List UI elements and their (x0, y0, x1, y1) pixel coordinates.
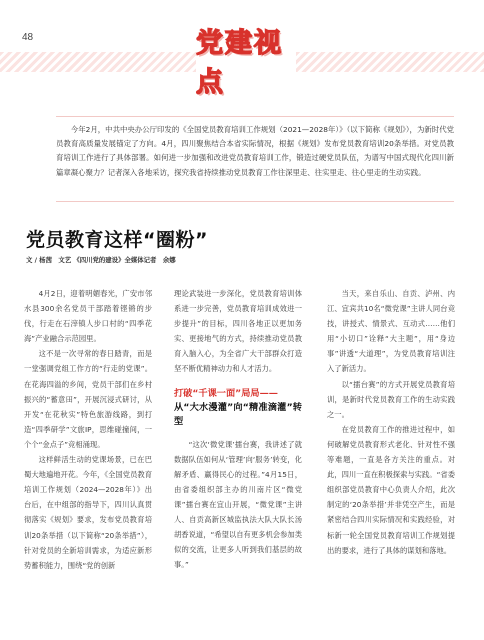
lead-paragraph: 今年2月，中共中央办公厅印发的《全国党员教育培训工作规划（2021—2028年）》（以下简称《规划》），为新时代党员教育高质量发展锚定了方向。4月，四川聚焦结合本省实际情况，根据《规划》发布党员教育培训20条举措。对党员教育培训工作进行了具体部署。如何进一步加强和改进党员教育培训工作，锻造过硬党员队伍，为谱写中国式现代化四川新篇章凝心聚力？记者深入各地采访，探究我省持续推动党员教育工作往深里走、往实里走、往心里走的生动实践。 (56, 125, 454, 177)
masthead-stripes-right (296, 52, 484, 72)
masthead-stripes-left (0, 52, 200, 72)
subhead-rest: 从“大水漫灌”向“精准滴灌”转型 (174, 401, 302, 427)
page-number: 48 (22, 32, 34, 43)
article-column-1 (24, 286, 152, 573)
column-title: 党建视点 (196, 42, 296, 78)
paragraph: 在党员教育工作的推进过程中，如何破解党员教育形式老化、针对性不强等难题，一直是各方关注的重点。对此，四川一直在积极探索与实践。“省委组织部党员教育中心负责人介绍，此次制定的‘20条举措’并非凭空产生，而是紧密结合四川实际情况和实践经验，对标新一轮全国党员教育培训工作规划提出的要求，进行了具体的谋划和落地。 (327, 424, 455, 555)
article-column-2 (174, 286, 302, 572)
subhead-highlight: 打破“千课一面”局局—— (174, 387, 278, 399)
section-subhead (174, 385, 302, 429)
paragraph: “这次‘微党课’擂台赛，我讲述了就数据队伍如何从‘管理’向‘服务’转变，化解矛盾、赢得民心的过程。”4月15日，由省委组织部主办的川南片区“微党课”擂台赛在宜山开展，“微党课”主讲人、自贡高新区城监执法大队大队长汤胡香说道，“希望以自有更多机会参加类似的交流，让更多人听到我们基层的故事。” (174, 439, 302, 570)
article-column-3 (327, 286, 455, 558)
paragraph: 当天，来自乐山、自贡、泸州、内江、宜宾共10名“微党课”主讲人同台竞技，讲授式、情景式、互动式……他们用“小切口”诠释“大主题”，用“身边事”讲透“大道理”，为党员教育培训注入了新活力。 (327, 289, 455, 374)
article-byline: 文 / 杨茜 文艺 《四川党的建设》全媒体记者 余娜 (26, 256, 176, 264)
article-headline: 党员教育这样“圈粉” (26, 229, 208, 251)
paragraph: 这不是一次寻常的春日踏青，而是一堂强调党组工作方的“行走的党课”。在花海四溢的乡间，党员干部们在乡村振兴的“蓄意田”，开展沉浸式研讨，从开发“在花秋实”特色旅游线路，到打造“四季研学”文旅IP，思维碰撞间，一个个“金点子”竞相涌现。 (24, 349, 152, 449)
paragraph: 这样鲜活生动的党课场景，已在巴蜀大地遍地开花。今年，《全国党员教育培训工作规划（2024—2028年）》出台后，在中组部的指导下，四川认真贯彻落实《规划》要求，发布党员教育培训20条举措（以下简称“20条举措”），针对党员的全新培训需求，为适应新形势蓄积能力，围绕“党的创新 (24, 455, 152, 570)
lead-box (56, 116, 454, 202)
paragraph: 理论武装进一步深化，党员教育培训体系进一步完善，党员教育培训成效进一步提升”的目标，四川各地正以更加务实、更接地气的方式，持续推动党员教育入脑入心，为全省广大干部群众打造坚不断优精神动力和人才活力。 (174, 289, 302, 374)
paragraph: 以“擂台赛”的方式开展党员教育培训，是新时代党员教育工作的生动实践之一。 (327, 379, 455, 419)
paragraph: 4月2日，迎着明媚春光，广安市邻水县300余名党员干部踏着铿锵的步伐，行走在石滓镇人步口村的“四季花海”产业融合示范园里。 (24, 289, 152, 344)
